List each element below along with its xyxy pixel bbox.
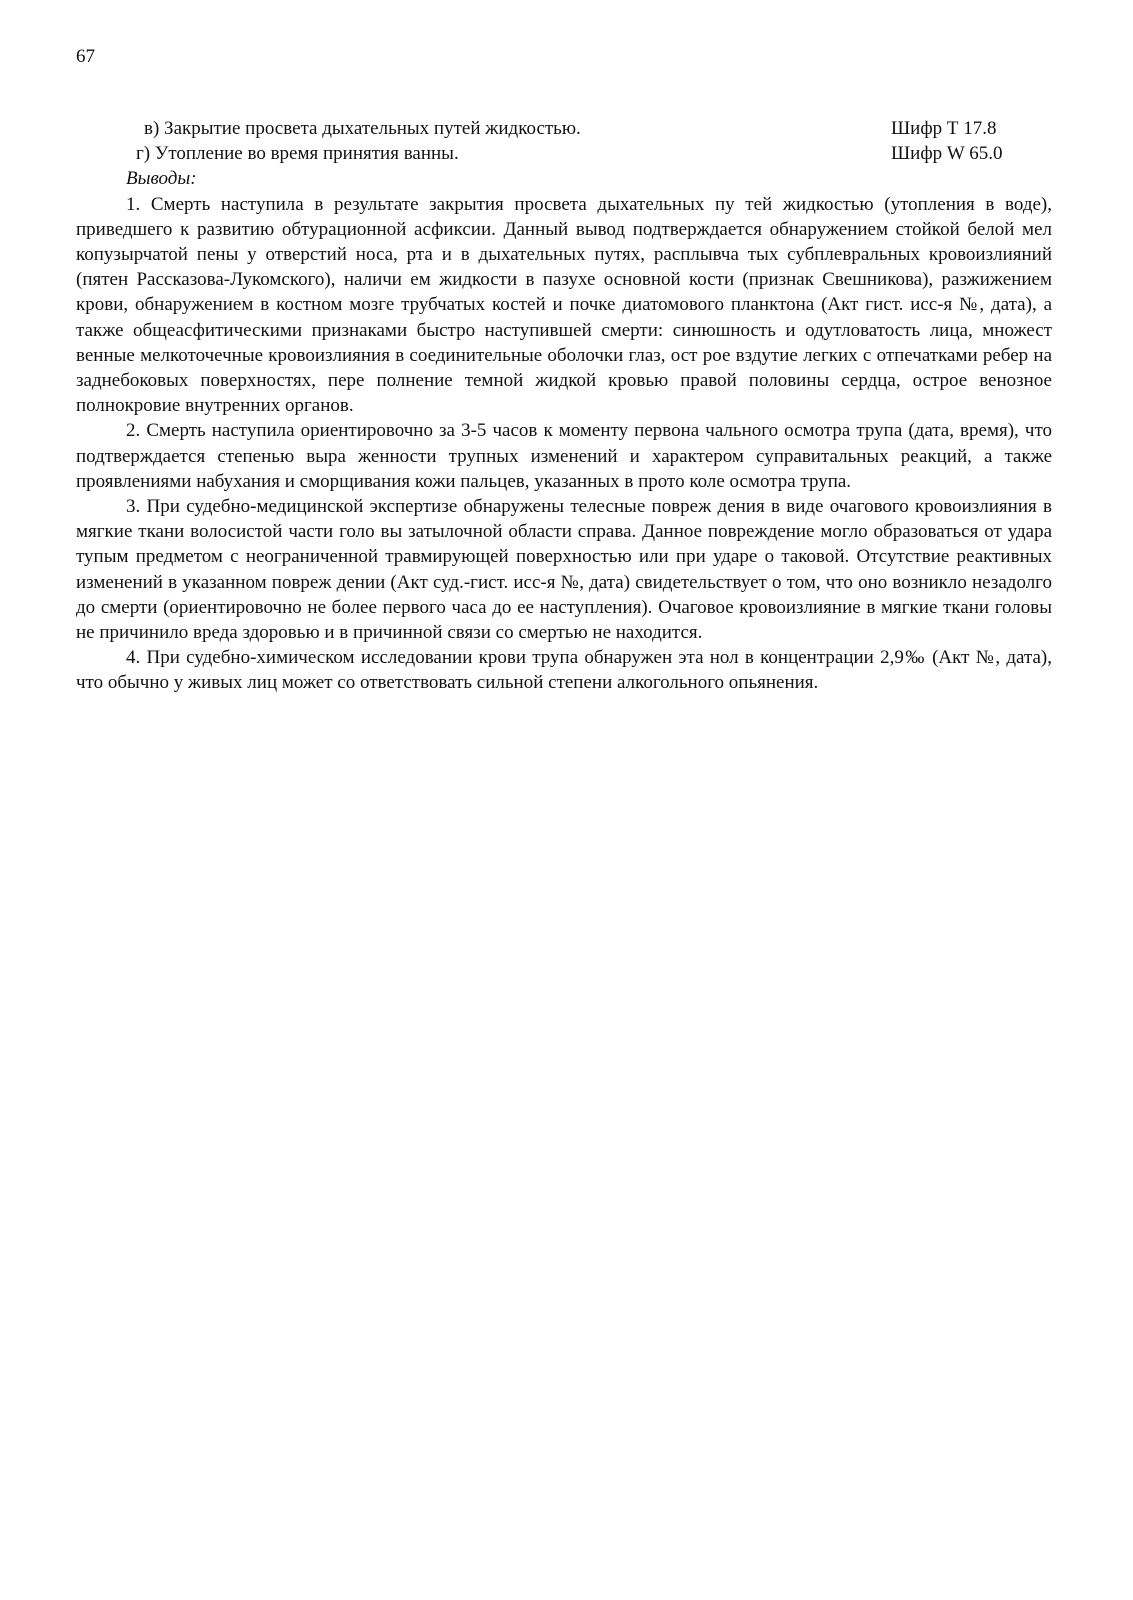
conclusion-paragraph: 1. Смерть наступила в результате закрытия просвета дыхательных пу тей жидкостью (утопления в воде), приведшего к развитию обтурационной асфиксии. Данный вывод подтверждается обнаружением стойкой белой мел копузырчатой пены у отверстий носа, рта и в дыхательных путях, расплывча тых субплевральных кровоизлияний (пятен Рассказова-Лукомского), наличи ем жидкости в пазухе основной кости (признак Свешникова), разжижением крови, обнаружением в костном мозге трубчатых костей и почке диатомового планктона (Акт гист. исс-я №, дата), а также общеасфитическими признаками быстро наступившей смерти: синюшность и одутловатость лица, множест венные мелкоточечные кровоизлияния в соединительные оболочки глаз, ост рое вздутие легких с отпечатками ребер на заднебоковых поверхностях, пере полнение темной жидкой кровью правой половины сердца, острое венозное полнокровие внутренних органов. (76, 193, 1052, 417)
diagnosis-code: Шифр W 65.0 (891, 143, 1003, 165)
document-body (76, 116, 1052, 696)
conclusion-paragraph: 4. При судебно-химическом исследовании крови трупа обнаружен эта нол в концентрации 2,9‰ (Акт №, дата), что обычно у живых лиц может со ответствовать сильной степени алкогольного опьянения. (76, 647, 1052, 694)
diagnosis-code-line (76, 116, 1052, 141)
diagnosis-code-line (76, 141, 1052, 166)
diagnosis-code: Шифр Т 17.8 (891, 118, 997, 139)
diagnosis-item-text: в) Закрытие просвета дыхательных путей жидкостью. (144, 118, 581, 139)
conclusion-paragraph: 3. При судебно-медицинской экспертизе обнаружены телесные повреж дения в виде очагового кровоизлияния в мягкие ткани волосистой части голо вы затылочной области справа. Данное повреждение могло образоваться от удара тупым предметом с неограниченной травмирующей поверхностью или при ударе о таковой. Отсутствие реактивных изменений в указанном повреж дении (Акт суд.-гист. исс-я №, дата) свидетельствует о том, что оно возникло незадолго до смерти (ориентировочно не более первого часа до ее наступления). Очаговое кровоизлияние в мягкие ткани головы не причинило вреда здоровью и в причинной связи со смертью не находится. (76, 496, 1052, 644)
diagnosis-item-text: г) Утопление во время принятия ванны. (136, 143, 459, 165)
conclusion-paragraph: 2. Смерть наступила ориентировочно за 3-5 часов к моменту первона чального осмотра трупа (дата, время), что подтверждается степенью выра женности трупных изменений и характером суправитальных реакций, а также проявлениями набухания и сморщивания кожи пальцев, указанных в прото коле осмотра трупа. (76, 420, 1052, 492)
page-number: 67 (76, 46, 95, 67)
conclusions-heading: Выводы: (126, 168, 197, 190)
